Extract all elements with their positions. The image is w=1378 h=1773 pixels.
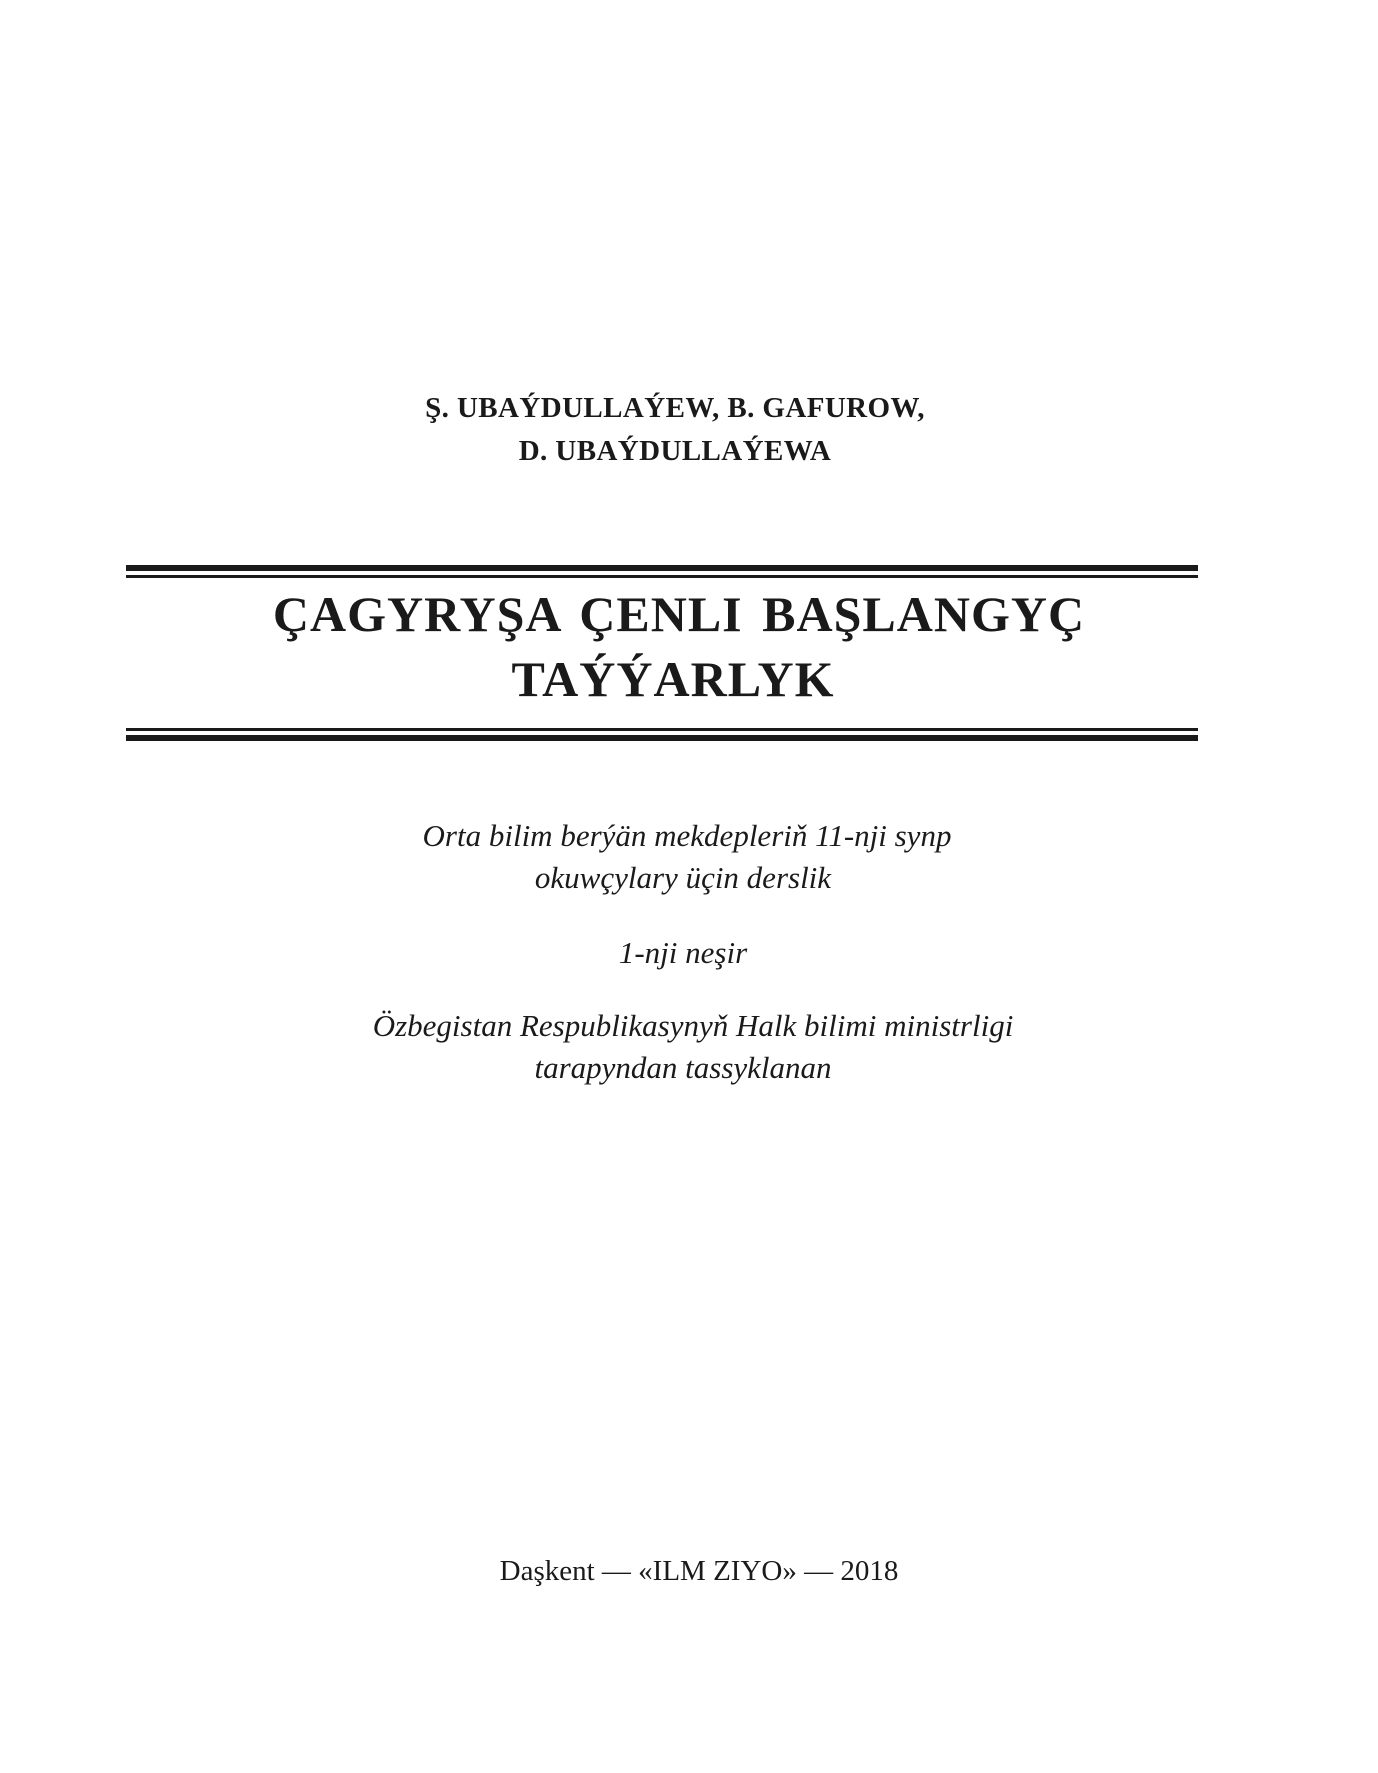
subtitle-line-1: Orta bilim berýän mekdepleriň 11-nji synp bbox=[422, 818, 952, 853]
title-bottom-rule-thin bbox=[126, 728, 1198, 731]
authors-line-1: Ş. UBAÝDULLAÝEW, B. GAFUROW, bbox=[425, 392, 925, 424]
publisher-imprint: Daşkent — «ILM ZIYO» — 2018 bbox=[499, 1555, 899, 1587]
title-top-rule-thick bbox=[126, 565, 1198, 571]
book-title-line-2: TAÝÝARLYK bbox=[511, 651, 835, 707]
title-top-rule-thin bbox=[126, 575, 1198, 578]
edition-note: 1-nji neşir bbox=[618, 935, 748, 970]
subtitle-line-2: okuwçylary üçin derslik bbox=[534, 860, 832, 895]
approval-line-1: Özbegistan Respublikasynyň Halk bilimi ministrligi bbox=[372, 1008, 1014, 1043]
book-title-line-1: ÇAGYRYŞA ÇENLI BAŞLANGYÇ bbox=[272, 586, 1086, 642]
authors-line-2: D. UBAÝDULLAÝEWA bbox=[518, 435, 832, 467]
title-bottom-rule-thick bbox=[126, 735, 1198, 741]
approval-line-2: tarapyndan tassyklanan bbox=[534, 1050, 832, 1085]
